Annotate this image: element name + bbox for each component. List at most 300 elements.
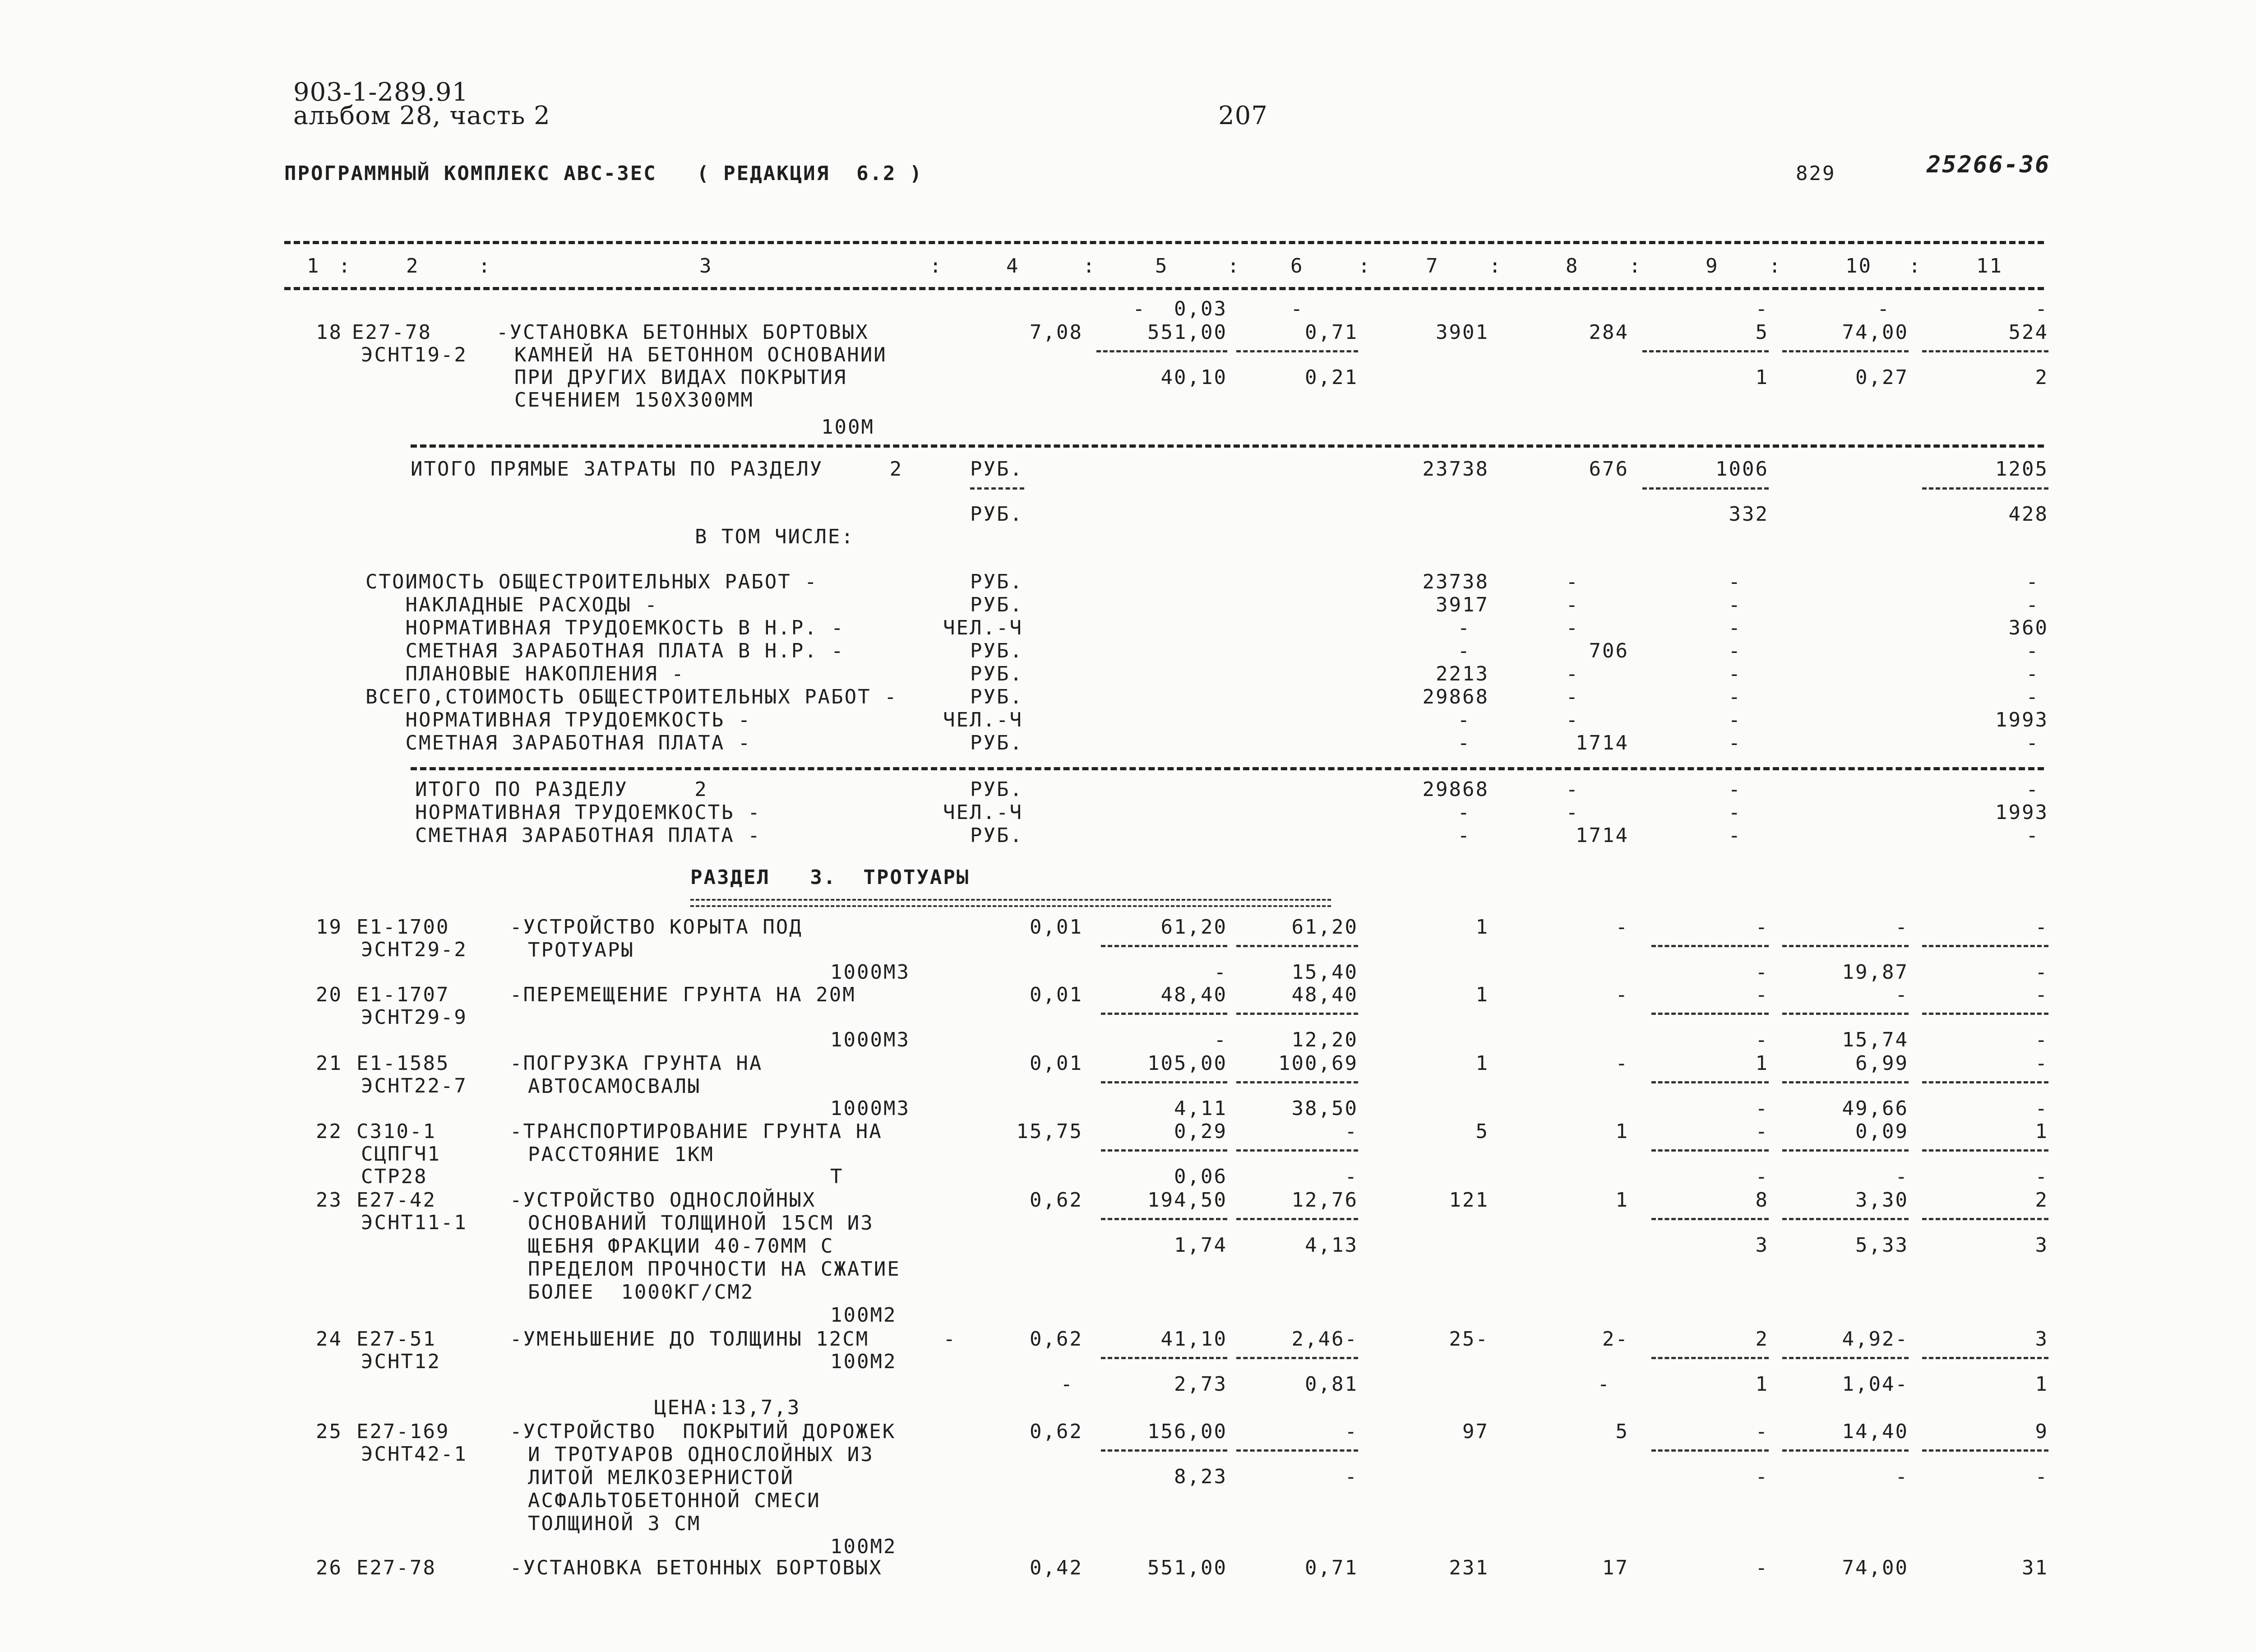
subrule (1101, 945, 1227, 947)
column-header-8: 8 (1566, 255, 1579, 278)
cell-b11: 1 (2035, 1373, 2048, 1396)
cell-c4: 0,01 (1030, 916, 1083, 939)
item-code: Е1-1700 (356, 916, 450, 939)
cell-c6: 61,20 (1291, 916, 1358, 939)
subrule (1236, 350, 1358, 352)
cell-c9: 1 (1755, 1052, 1769, 1075)
item-number: 26 (316, 1556, 342, 1579)
cell-c10: 3,30 (1855, 1189, 1909, 1212)
cell-c5: 551,00 (1147, 1556, 1227, 1579)
column-separator: : (1083, 255, 1096, 278)
cell-dash: - (1060, 1373, 1074, 1396)
cell-c7: 97 (1462, 1420, 1489, 1443)
cell-c11: 360 (2008, 616, 2048, 639)
cell-c11: - (2026, 593, 2039, 616)
subrule (1096, 350, 1227, 352)
cell-b6: 0,21 (1305, 366, 1358, 389)
subrule (1101, 1449, 1227, 1452)
cell-c8: - (1566, 616, 1579, 639)
column-header-4: 4 (1006, 255, 1020, 278)
cell-c8: 1714 (1576, 731, 1629, 754)
cell-c5: 48,40 (1160, 983, 1227, 1006)
item-code-2: ЭСНТ12 (361, 1350, 441, 1373)
item-description: -ПОГРУЗКА ГРУНТА НА (510, 1052, 763, 1075)
cell-dash: - (943, 1328, 957, 1351)
item-number: 22 (316, 1120, 342, 1143)
subrule (1651, 1218, 1769, 1220)
cell-c11: - (2026, 639, 2039, 662)
cell-b6: 38,50 (1291, 1097, 1358, 1120)
item-description: -УСТРОЙСТВО ОДНОСЛОЙНЫХ (510, 1189, 816, 1212)
cell-c9: - (1755, 983, 1769, 1006)
cell-b11: - (2035, 1097, 2048, 1120)
subrule (1651, 1081, 1769, 1083)
cell-c6: 48,40 (1291, 983, 1358, 1006)
column-separator: : (1909, 255, 1922, 278)
item-description: ОСНОВАНИЙ ТОЛЩИНОЙ 15СМ ИЗ (528, 1212, 874, 1235)
cell-c11: 31 (2022, 1556, 2048, 1579)
item-description: СЕЧЕНИЕМ 150Х300ММ (514, 389, 754, 412)
cell-c11: 2 (2035, 1189, 2048, 1212)
cell-c11: - (2035, 983, 2048, 1006)
item-description: -ТРАНСПОРТИРОВАНИЕ ГРУНТА НА (510, 1120, 883, 1143)
cell-c5: 194,50 (1147, 1189, 1227, 1212)
cell-c9: - (1755, 1420, 1769, 1443)
cell-b6: 4,13 (1305, 1234, 1358, 1257)
cell-b11: - (2035, 1165, 2048, 1188)
cell-c8: 5 (1615, 1420, 1629, 1443)
cell-c8: - (1615, 983, 1629, 1006)
cell-b11: - (2035, 1028, 2048, 1051)
unit-label: ЧЕЛ.-Ч (943, 616, 1023, 639)
cell-c9: - (1728, 593, 1742, 616)
cell-c10: 14,40 (1842, 1420, 1909, 1443)
cell-b11: 3 (2035, 1234, 2048, 1257)
item-code-2: ЭСНТ42-1 (361, 1443, 467, 1466)
cell-c9: - (1728, 662, 1742, 685)
subrule (1782, 1081, 1909, 1083)
unit-label: ЧЕЛ.-Ч (943, 801, 1023, 824)
cell-dash: - (1290, 297, 1304, 320)
item-unit: 100М2 (830, 1350, 897, 1373)
section-rule (411, 767, 2044, 770)
subrule (1782, 945, 1909, 947)
cell-c9: - (1728, 639, 1742, 662)
section-title: РАЗДЕЛ 3. ТРОТУАРЫ (690, 866, 970, 889)
unit-label: РУБ. (970, 458, 1023, 481)
cell-b6: 12,20 (1291, 1028, 1358, 1051)
subrule (970, 487, 1024, 490)
cell-b5: 1,74 (1174, 1234, 1227, 1257)
total-line-label: НОРМАТИВНАЯ ТРУДОЕМКОСТЬ - (415, 801, 761, 824)
subrule (1236, 1218, 1358, 1220)
subrule (1922, 945, 2048, 947)
cell-c9: - (1728, 801, 1742, 824)
item-unit: 1000М3 (830, 1028, 910, 1051)
cell-b9: 1 (1755, 1373, 1769, 1396)
column-separator: : (338, 255, 352, 278)
item-description: ПРИ ДРУГИХ ВИДАХ ПОКРЫТИЯ (514, 366, 847, 389)
cell-dash: - (1133, 297, 1146, 320)
cell-c7: - (1457, 801, 1471, 824)
cell-dash: - (1877, 297, 1891, 320)
cell-c4: 0,01 (1030, 983, 1083, 1006)
cell-c8: - (1566, 662, 1579, 685)
cell-c7: - (1457, 824, 1471, 847)
cell-c11: 1993 (1995, 708, 2048, 731)
cell-c11: - (2026, 662, 2039, 685)
cell-c5: 0,29 (1174, 1120, 1227, 1143)
item-number: 18 (316, 321, 342, 344)
cell-c8: 1 (1615, 1189, 1629, 1212)
cell-c5: 551,00 (1147, 321, 1227, 344)
item-unit: 100М2 (830, 1304, 897, 1327)
cell-c7: 121 (1449, 1189, 1489, 1212)
unit-label: РУБ. (970, 662, 1023, 685)
subrule (1236, 945, 1358, 947)
cell-c6: 100,69 (1278, 1052, 1358, 1075)
subrule (1101, 1013, 1227, 1015)
cell-b10: 49,66 (1842, 1097, 1909, 1120)
unit-label: РУБ. (970, 778, 1023, 801)
cell-c11: - (2026, 685, 2039, 708)
item-number: 19 (316, 916, 342, 939)
unit-label: РУБ. (970, 731, 1023, 754)
cell-c5: 61,20 (1160, 916, 1227, 939)
subrule (1922, 487, 2048, 490)
subrule (1236, 1357, 1358, 1359)
item-description: АСФАЛЬТОБЕТОННОЙ СМЕСИ (528, 1489, 821, 1512)
cell-c8: 1714 (1576, 824, 1629, 847)
item-code-2: СЦПГЧ1 (361, 1143, 441, 1166)
cell-b9: 3 (1755, 1234, 1769, 1257)
cell-c4: 0,62 (1030, 1189, 1083, 1212)
cell-c10: - (1895, 983, 1909, 1006)
cell-c10: 6,99 (1855, 1052, 1909, 1075)
cell-b5: 8,23 (1174, 1465, 1227, 1488)
cell-c9: 1006 (1715, 458, 1769, 481)
item-description: И ТРОТУАРОВ ОДНОСЛОЙНЫХ ИЗ (528, 1443, 874, 1466)
cell-b5: 0,06 (1174, 1165, 1227, 1188)
item-unit: 1000М3 (830, 961, 910, 984)
doc-number: 25266-36 (1927, 151, 2051, 178)
summary-line-label: СТОИМОСТЬ ОБЩЕСТРОИТЕЛЬНЫХ РАБОТ - (365, 570, 818, 593)
subrule (1922, 1218, 2048, 1220)
cell-b5: 2,73 (1174, 1373, 1227, 1396)
column-separator: : (1227, 255, 1241, 278)
cell-c8: - (1615, 916, 1629, 939)
cell-c8: 706 (1589, 639, 1629, 662)
subrule (1922, 1013, 2048, 1015)
cell-c7: 25- (1449, 1328, 1489, 1351)
column-header-5: 5 (1155, 255, 1169, 278)
cell-c11: - (2026, 570, 2039, 593)
cell-c9: - (1728, 570, 1742, 593)
cell-c11: - (2035, 916, 2048, 939)
cell-c10: 4,92- (1842, 1328, 1909, 1351)
cell-b11: 2 (2035, 366, 2048, 389)
unit-label: РУБ. (970, 570, 1023, 593)
cell-dash: - (1597, 1373, 1611, 1396)
item-description: АВТОСАМОСВАЛЫ (528, 1075, 701, 1098)
sheet-number: 829 (1796, 162, 1836, 185)
cell-b10: 15,74 (1842, 1028, 1909, 1051)
cell-c9: - (1728, 685, 1742, 708)
cell-c6: 0,71 (1305, 321, 1358, 344)
cell-c8: - (1566, 778, 1579, 801)
cell-b5: - (1214, 961, 1227, 984)
subrule (1782, 1149, 1909, 1152)
item-code-2: ЭСНТ22-7 (361, 1074, 467, 1097)
summary-line-label: ПЛАНОВЫЕ НАКОПЛЕНИЯ - (365, 662, 685, 685)
cell-b9: - (1755, 1465, 1769, 1488)
column-separator: : (1489, 255, 1502, 278)
cell-b10: 5,33 (1855, 1234, 1909, 1257)
cell-b9: - (1755, 1165, 1769, 1188)
column-header-2: 2 (406, 255, 420, 278)
total-line-label: ИТОГО ПО РАЗДЕЛУ 2 (415, 778, 708, 801)
column-header-1: 1 (307, 255, 320, 278)
summary-line-label: НОРМАТИВНАЯ ТРУДОЕМКОСТЬ В Н.Р. - (365, 616, 845, 639)
cell-c5: 105,00 (1147, 1052, 1227, 1075)
unit-label: РУБ. (970, 685, 1023, 708)
item-code: Е27-78 (352, 321, 432, 344)
cell-c7: 231 (1449, 1556, 1489, 1579)
cell-c9: - (1728, 824, 1742, 847)
cell-c4: 15,75 (1016, 1120, 1083, 1143)
cell-c7: 5 (1475, 1120, 1489, 1143)
subrule (1101, 1218, 1227, 1220)
cell-c7: 1 (1475, 1052, 1489, 1075)
item-description: -УСТАНОВКА БЕТОННЫХ БОРТОВЫХ (510, 1556, 883, 1579)
cell-c11: - (2035, 1052, 2048, 1075)
cell-c8: - (1615, 1052, 1629, 1075)
item-description: -ПЕРЕМЕЩЕНИЕ ГРУНТА НА 20М (510, 983, 856, 1006)
unit-label: РУБ. (970, 824, 1023, 847)
header-top-rule (284, 241, 2044, 244)
cell-b9: 1 (1755, 366, 1769, 389)
cell-c10: - (1895, 916, 1909, 939)
subrule (1782, 350, 1909, 352)
cell-c11: 1993 (1995, 801, 2048, 824)
cell-c8: 1 (1615, 1120, 1629, 1143)
cell-c11: 428 (2008, 503, 2048, 526)
cell-c9: - (1728, 731, 1742, 754)
column-separator: : (1358, 255, 1372, 278)
column-separator: : (478, 255, 492, 278)
column-header-7: 7 (1426, 255, 1439, 278)
cell-c7: - (1457, 731, 1471, 754)
cell-c9: 5 (1755, 321, 1769, 344)
cell-c6: 0,71 (1305, 1556, 1358, 1579)
cell-c9: 332 (1729, 503, 1769, 526)
cell-c11: 1205 (1995, 458, 2048, 481)
cell-c7: 23738 (1422, 570, 1489, 593)
cell-b11: - (2035, 961, 2048, 984)
subrule (1782, 1357, 1909, 1359)
cell-c11: - (2026, 824, 2039, 847)
program-title: ПРОГРАММНЫЙ КОМПЛЕКС АВС-ЗЕС ( РЕДАКЦИЯ 6.2 ) (284, 162, 923, 185)
cell-c5: 0,03 (1174, 297, 1227, 320)
subrule (1651, 1449, 1769, 1452)
cell-c7: 2213 (1436, 662, 1489, 685)
cell-c11: - (2026, 731, 2039, 754)
subrule (1922, 1357, 2048, 1359)
cell-b10: - (1895, 1465, 1909, 1488)
subrule (1651, 945, 1769, 947)
item-code: С310-1 (356, 1120, 436, 1143)
page-number: 207 (1218, 101, 1268, 130)
cell-c7: - (1457, 639, 1471, 662)
column-header-10: 10 (1845, 255, 1872, 278)
item-code-2: ЭСНТ29-2 (361, 938, 467, 961)
cell-c8: - (1566, 570, 1579, 593)
cell-c8: - (1566, 685, 1579, 708)
cell-b10: - (1895, 1165, 1909, 1188)
column-header-6: 6 (1290, 255, 1304, 278)
item-number: 21 (316, 1052, 342, 1075)
item-description: ЩЕБНЯ ФРАКЦИИ 40-70ММ С (528, 1235, 834, 1258)
item-unit: 100М2 (830, 1535, 897, 1558)
subrule (1101, 1149, 1227, 1152)
column-separator: : (1769, 255, 1782, 278)
unit-label: РУБ. (970, 503, 1023, 526)
item-description: БОЛЕЕ 1000КГ/СМ2 (528, 1281, 754, 1304)
cell-c7: - (1457, 616, 1471, 639)
summary-line-label: СМЕТНАЯ ЗАРАБОТНАЯ ПЛАТА В Н.Р. - (365, 639, 845, 662)
cell-c4: 0,62 (1030, 1328, 1083, 1351)
item-code: Е27-42 (356, 1189, 436, 1212)
cell-c10: 74,00 (1842, 321, 1909, 344)
subrule (1236, 1081, 1358, 1083)
item-description: КАМНЕЙ НА БЕТОННОМ ОСНОВАНИИ (514, 343, 887, 366)
cell-c9: - (1755, 1556, 1769, 1579)
item-description: -УМЕНЬШЕНИЕ ДО ТОЛЩИНЫ 12СМ (510, 1328, 869, 1351)
cell-c8: - (1566, 708, 1579, 731)
item-code-2: ЭСНТ11-1 (361, 1211, 467, 1234)
subrule (1642, 487, 1769, 490)
subrule (1782, 1449, 1909, 1452)
cell-dash: - (1755, 297, 1769, 320)
column-header-11: 11 (1976, 255, 2003, 278)
item-price-note: ЦЕНА:13,7,3 (654, 1396, 801, 1419)
cell-b6: - (1345, 1165, 1358, 1188)
summary-line-label: НОРМАТИВНАЯ ТРУДОЕМКОСТЬ - (365, 708, 752, 731)
subrule (1922, 1449, 2048, 1452)
cell-b10: 1,04- (1842, 1373, 1909, 1396)
item-description: ПРЕДЕЛОМ ПРОЧНОСТИ НА СЖАТИЕ (528, 1258, 901, 1281)
item-description: ТРОТУАРЫ (528, 939, 634, 962)
section-rule (411, 444, 2044, 448)
subrule (1651, 1357, 1769, 1359)
cell-c4: 0,62 (1030, 1420, 1083, 1443)
item-code: Е27-169 (356, 1420, 450, 1443)
cell-c9: - (1728, 708, 1742, 731)
item-code: Е27-78 (356, 1556, 436, 1579)
cell-c11: 524 (2008, 321, 2048, 344)
cell-c8: - (1566, 593, 1579, 616)
summary-line-label: СМЕТНАЯ ЗАРАБОТНАЯ ПЛАТА - (365, 731, 752, 754)
cell-b6: 0,81 (1305, 1373, 1358, 1396)
summary-line-label: НАКЛАДНЫЕ РАСХОДЫ - (365, 593, 658, 616)
section-total-label: ИТОГО ПРЯМЫЕ ЗАТРАТЫ ПО РАЗДЕЛУ 2 (411, 458, 903, 481)
cell-c9: 2 (1755, 1328, 1769, 1351)
item-code-2: ЭСНТ29-9 (361, 1006, 467, 1029)
total-line-label: СМЕТНАЯ ЗАРАБОТНАЯ ПЛАТА - (415, 824, 761, 847)
column-separator: : (1629, 255, 1642, 278)
cell-c9: - (1728, 778, 1742, 801)
cell-c7: 23738 (1422, 458, 1489, 481)
subsection-label: В ТОМ ЧИСЛЕ: (695, 525, 855, 548)
cell-c10: 74,00 (1842, 1556, 1909, 1579)
section-title-underline (690, 899, 1331, 907)
item-code: Е1-1707 (356, 983, 450, 1006)
cell-b5: 4,11 (1174, 1097, 1227, 1120)
item-code-2: ЭСНТ19-2 (361, 343, 467, 366)
cell-b11: - (2035, 1465, 2048, 1488)
subrule (1101, 1081, 1227, 1083)
subrule (1642, 350, 1769, 352)
cell-c11: 9 (2035, 1420, 2048, 1443)
cell-dash: - (2035, 297, 2048, 320)
item-number: 23 (316, 1189, 342, 1212)
cell-b6: - (1345, 1465, 1358, 1488)
cell-c9: - (1755, 1120, 1769, 1143)
cell-c8: 17 (1602, 1556, 1629, 1579)
cell-c6: 2,46- (1291, 1328, 1358, 1351)
subrule (1922, 1081, 2048, 1083)
cell-b6: 15,40 (1291, 961, 1358, 984)
unit-label: РУБ. (970, 593, 1023, 616)
cell-c7: 1 (1475, 916, 1489, 939)
subrule (1651, 1013, 1769, 1015)
subrule (1782, 1013, 1909, 1015)
item-description: РАССТОЯНИЕ 1КМ (528, 1143, 714, 1166)
cell-c7: 1 (1475, 983, 1489, 1006)
cell-c5: 41,10 (1160, 1328, 1227, 1351)
cell-b10: 0,27 (1855, 366, 1909, 389)
cell-c9: 8 (1755, 1189, 1769, 1212)
cell-b5: - (1214, 1028, 1227, 1051)
item-number: 20 (316, 983, 342, 1006)
subrule (1782, 1218, 1909, 1220)
subrule (1236, 1449, 1358, 1452)
item-description: ЛИТОЙ МЕЛКОЗЕРНИСТОЙ (528, 1466, 794, 1489)
item-description: -УСТАНОВКА БЕТОННЫХ БОРТОВЫХ (496, 321, 869, 344)
cell-c7: 3917 (1436, 593, 1489, 616)
cell-c4: 0,01 (1030, 1052, 1083, 1075)
subrule (1922, 350, 2048, 352)
cell-c9: - (1755, 916, 1769, 939)
summary-line-label: ВСЕГО,СТОИМОСТЬ ОБЩЕСТРОИТЕЛЬНЫХ РАБОТ - (365, 685, 898, 708)
cell-c11: 3 (2035, 1328, 2048, 1351)
item-description: ТОЛЩИНОЙ 3 СМ (528, 1512, 701, 1535)
doc-code: 903-1-289.91 (293, 78, 469, 107)
cell-c11: 1 (2035, 1120, 2048, 1143)
cell-c7: 3901 (1436, 321, 1489, 344)
cell-c8: 284 (1589, 321, 1629, 344)
cell-c8: 2- (1602, 1328, 1629, 1351)
cell-c7: - (1457, 708, 1471, 731)
item-description: -УСТРОЙСТВО ПОКРЫТИЙ ДОРОЖЕК (510, 1420, 896, 1443)
column-header-9: 9 (1706, 255, 1719, 278)
cell-c9: - (1728, 616, 1742, 639)
subrule (1236, 1013, 1358, 1015)
cell-c7: 29868 (1422, 778, 1489, 801)
cell-c8: 676 (1589, 458, 1629, 481)
cell-b10: 19,87 (1842, 961, 1909, 984)
cell-c5: 156,00 (1147, 1420, 1227, 1443)
